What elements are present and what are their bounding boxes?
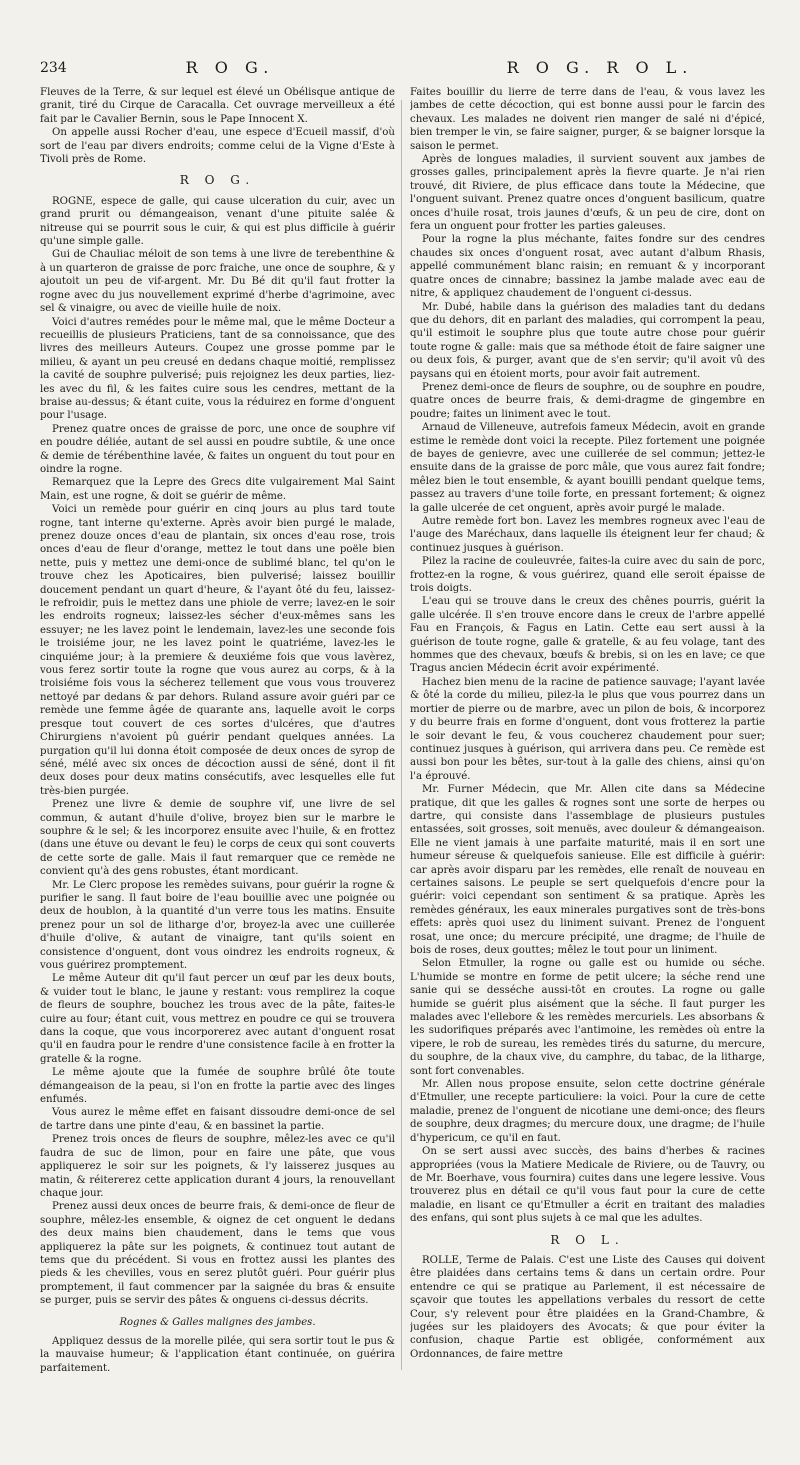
paragraph: Le même ajoute que la fumée de souphre brûlé ôte toute démangeaison de la peau, si l'on en frotte la partie avec des linges enfumés. <box>40 1067 395 1106</box>
paragraph: Autre remède fort bon. Lavez les membres rogneux avec l'eau de l'auge des Maréchaux, dans laquelle ils éteignent leur fer chaud; & continuez jusques à guérison. <box>410 516 765 554</box>
page-number: 234 <box>40 60 67 76</box>
paragraph: On se sert aussi avec succès, des bains d'herbes & racines appropriées (vous la Matiere Medicale de Riviere, ou de Tauvry, ou de Mr. Boerhave, vous fournira) cuites dans une legere lessive. Vous trouverez plus en détail ce qu'il vous faut pour la cure de cette maladie, en lisant ce qu'Etmuller a écrit en traitant des maladies des enfans, qui sont plus sujets à ce mal que les adultes. <box>410 1146 765 1225</box>
paragraph: Mr. Le Clerc propose les remèdes suivans, pour guérir la rogne & purifier le sang. Il faut boire de l'eau bouillie avec une poignée ou deux de houblon, à la quantité d'un verre tous les matins. Ensuite prenez pour un sol de litharge d'or, broyez-la avec une cuillerée d'huile d'olive, & autant de vinaigre, tant qu'ils soient en consistence d'onguent, dont vous oindrez les endroits rogneux, & vous guérirez promptement. <box>40 879 395 971</box>
right-column <box>410 86 765 1426</box>
paragraph: Selon Etmuller, la rogne ou galle est ou humide ou séche. L'humide se montre en forme de petit ulcere; la séche rend une sanie qui se desséche aussi-tôt en croutes. La rogne ou galle humide se guérit plus aisément que la séche. Il faut purger les malades avec l'ellebore & les remèdes mercuriels. Les absorbans & les sudorifiques préparés avec l'antimoine, les remèdes où entre la vipere, le rob de sureau, les remèdes tirés du saturne, du mercure, du souphre, de la chaux vive, du camphre, du tabac, de la litharge, sont fort convenables. <box>410 958 765 1077</box>
paragraph: Gui de Chauliac méloit de son tems à une livre de terebenthine & à un quarteron de graisse de porc fraiche, une once de souphre, & y ajoutoit un peu de vif-argent. Mr. Du Bé dit qu'il faut frotter la rogne avec du jus nouvellement exprimé d'herbe d'agrimoine, avec sel & vinaigre, ou avec de vieille huile de noix. <box>40 249 395 315</box>
paragraph: Pilez la racine de couleuvrée, faites-la cuire avec du sain de porc, frottez-en la rogne, & vous guérirez, quand elle seroit épaisse de trois doigts. <box>410 556 765 595</box>
paragraph: Prenez quatre onces de graisse de porc, une once de souphre vif en poudre déliée, autant de sel aussi en poudre subtile, & une once & demie de térébenthine lavée, & faites un onguent du tout pour en oindre la rogne. <box>40 423 395 475</box>
paragraph: Arnaud de Villeneuve, autrefois fameux Médecin, avoit en grande estime le remède dont voici la recepte. Pilez fortement une poignée de bayes de genievre, avec une cuillerée de sel commun; jettez-le ensuite dans de la graisse de porc mâle, que vous aurez fait fondre; mêlez bien le tout ensemble, & ayant bouilli pendant quelque tems, passez au travers d'une toile forte, en pressant fortement; & oignez la galle ulcerée de cet onguent, après avoir purgé le malade. <box>410 422 765 514</box>
section-heading-rol: R O L. <box>550 1232 625 1247</box>
paragraph: Pour la rogne la plus méchante, faites fondre sur des cendres chaudes six onces d'onguent rosat, avec autant d'album Rhasis, appellé communément blanc raisin; en remuant & y incorporant quatre onces de cinnabre; bassinez la jambe malade avec eau de nitre, & appliquez chaudement de l'onguent ci-dessus. <box>410 234 765 300</box>
section-heading-rog: R O G. <box>179 173 256 188</box>
subheading-rognes-galles: Rognes & Galles malignes des jambes. <box>119 1316 316 1328</box>
paragraph: Mr. Furner Médecin, que Mr. Allen cite dans sa Médecine pratique, dit que les galles & rognes sont une sorte de herpes ou dartre, qui consiste dans l'assemblage de plusieurs pustules entassées, soit grosses, soit menuës, avec douleur & démangeaison. Elle ne vient jamais à une parfaite maturité, mais il en sort une humeur séreuse & quelquefois sanieuse. Elle est difficile à guérir: car après avoir disparu par les remèdes, elle renaît de nouveau en certaines saisons. Le peuple se sert quelquefois d'encre pour la guérir: voici cependant son sentiment & sa pratique. Après les remèdes généraux, les eaux minerales purgatives sont de très-bons effets: après quoi usez du liniment suivant. Prenez de l'onguent rosat, une once; du mercure précipité, une dragme; de l'huile de bois de roses, deux gouttes; mêlez le tout pour un liniment. <box>410 784 765 956</box>
paragraph: Faites bouillir du lierre de terre dans de l'eau, & vous lavez les jambes de cette décoction, qui est bonne aussi pour le farcin des chevaux. Les malades ne doivent rien manger de salé ni d'épicé, bien tremper le vin, se faire saigner, purger, & se baigner lorsque la saison le permet. <box>410 87 765 152</box>
paragraph: L'eau qui se trouve dans le creux des chênes pourris, guérit la galle ulcérée. Il s'en trouve encore dans le creux de l'arbre appellé Fau en François, & Fagus en Latin. Cette eau sert aussi à la guérison de toute rogne, galle & gratelle, & au feu volage, tant des hommes que des chevaux, bœufs & brebis, si on les en lave; ce que Tragus ancien Médecin écrit avoir expérimenté. <box>410 596 765 675</box>
paragraph: Vous aurez le même effet en faisant dissoudre demi-once de sel de tartre dans une pinte d'eau, & en bassinet la partie. <box>40 1107 395 1132</box>
paragraph: Prenez trois onces de fleurs de souphre, mêlez-les avec ce qu'il faudra de suc de limon, pour en faire une pâte, que vous appliquerez le soir sur les poignets, & l'y laisserez jusques au matin, & réitererez cette application durant 4 jours, la renouvellant chaque jour. <box>40 1134 395 1199</box>
paragraph: Voici d'autres remédes pour le même mal, que le même Docteur a recueillis de plusieurs Praticiens, tant de sa connoissance, que des livres des meilleurs Auteurs. Coupez une grosse pomme par le milieu, & ayant un peu creusé en dedans chaque moitié, remplissez la cavité de souphre pulverisé; puis rejoignez les deux parties, liez-les avec du fil, & les faites cuire sous les cendres, mettant de la braise au-dessus; & étant cuite, vous la réduirez en forme d'onguent pour l'usage. <box>40 316 395 422</box>
running-title-left: R O G. <box>185 58 275 77</box>
paragraph: Le même Auteur dit qu'il faut percer un œuf par les deux bouts, & vuider tout le blanc, le jaune y restant: vous remplirez la coque de fleurs de souphre, bouchez les trous avec de la pâte, faites-le cuire au four; étant cuit, vous mettrez en poudre ce qui se trouvera dans la coque, que vous incorporerez avec autant d'onguent rosat qu'il en faudra pour le rendre d'une consistence facile à en frotter la gratelle & la rogne. <box>40 973 395 1065</box>
paragraph: Remarquez que la Lepre des Grecs dite vulgairement Mal Saint Main, est une rogne, & doit se guérir de même. <box>40 477 395 502</box>
paragraph: Après de longues maladies, il survient souvent aux jambes de grosses galles, principalement après la fievre quarte. Je n'ai rien trouvé, dit Riviere, de plus efficace dans toute la Médecine, que l'onguent suivant. Prenez quatre onces d'onguent basilicum, quatre onces d'huile rosat, trois jaunes d'œufs, & un peu de cire, dont on fera un onguent pour frotter les parties galeuses. <box>410 154 765 233</box>
running-title-right: R O G. R O L. <box>506 58 694 77</box>
paragraph: Prenez demi-once de fleurs de souphre, ou de souphre en poudre, quatre onces de beurre frais, & demi-dragme de gingembre en poudre; faites un liniment avec le tout. <box>410 381 765 420</box>
column-divider <box>401 100 402 1370</box>
entry-rogne: ROGNE, espece de galle, qui cause ulceration du cuir, avec un grand prurit ou démangeaison, venant d'une pituite salée & nitreuse qui se pourrit sous le cuir, & qui est plus difficile à guérir qu'une simple galle. <box>40 195 395 248</box>
paragraph: Mr. Allen nous propose ensuite, selon cette doctrine générale d'Etmuller, une recepte particuliere: la voici. Pour la cure de cette maladie, prenez de l'onguent de nicotiane une demi-once; des fleurs de souphre, deux dragmes; du mercure doux, une dragme; de l'huile d'hypericum, ce qu'il en faut. <box>410 1079 765 1144</box>
paragraph: Appliquez dessus de la morelle pilée, qui sera sortir tout le pus & la mauvaise humeur; & l'application étant continuée, on guérira parfaitement. <box>40 1335 395 1374</box>
paragraph: Hachez bien menu de la racine de patience sauvage; l'ayant lavée & ôté la corde du milieu, pilez-la le plus que vous pourrez dans un mortier de pierre ou de marbre, avec un pilon de bois, & incorporez y du beurre frais en forme d'onguent, dont vous frotterez la partie le soir devant le feu, & vous coucherez chaudement pour suer; continuez jusques à guérison, qui arrivera dans peu. Ce remède est aussi bon pour les bêtes, sur-tout à la galle des chiens, ainsi qu'on l'a éprouvé. <box>410 676 765 782</box>
running-header <box>0 58 800 82</box>
entry-rolle: ROLLE, Terme de Palais. C'est une Liste des Causes qui doivent être plaidées dans certains tems & dans un certain ordre. Pour entendre ce qui se pratique au Parlement, il est nécessaire de sçavoir que toutes les appellations verbales du ressort de cette Cour, s'y relevent pour être plaidées en la Grand-Chambre, & jugées sur les plaidoyers des Avocats; & que pour éviter la confusion, chaque Partie est obligée, conformément aux Ordonnances, de faire mettre <box>410 1254 765 1360</box>
paragraph: Voici un remède pour guérir en cinq jours au plus tard toute rogne, tant interne qu'externe. Après avoir bien purgé le malade, prenez douze onces d'eau de plantain, six onces d'eau rose, trois onces d'eau de fleur d'orange, mettez le tout dans une poële bien nette, puis y mettez une demi-once de sublimé blanc, tel qu'on le trouve chez les Apoticaires, bien pulverisé; laissez bouillir doucement pendant un quart d'heure, & l'ayant ôté du feu, laissez-le refroidir, puis le mettez dans une phiole de verre; lavez-en le soir les endroits rogneux; laissez-les sécher d'eux-mêmes sans les essuyer; ne les lavez point le lendemain, lavez-les une seconde fois le troisiéme jour, ne les lavez point le quatriéme, lavez-les le cinquiéme jour; à la premiere & deuxiéme fois que vous lavèrez, vous ferez sortir toute la rogne que vous aurez au corps, & à la troisiéme fois vous la sécherez tellement que vous vous trouverez nettoyé par dedans & par dehors. Ruland assure avoir guéri par ce remède une femme âgée de quarante ans, laquelle avoit le corps presque tout couvert de ces sortes d'ulcéres, que d'autres Chirurgiens n'avoient pû guérir pendant quelques années. La purgation qu'il lui donna étoit composée de deux onces de syrop de séné, mélé avec six onces de décoction aussi de séné, dont il fit deux doses pour deux matins consécutifs, avec lesquelles elle fut très-bien purgée. <box>40 504 395 797</box>
paragraph: Mr. Dubé, habile dans la guérison des maladies tant du dedans que du dehors, dit en parlant des maladies, qui corrompent la peau, qu'il estimoit le souphre plus que toute autre chose pour guérir toute rogne & galle: mais que sa méthode étoit de faire saigner une ou deux fois, & purger, avant que de s'en servir; qu'il avoit vû des paysans qui en étoient morts, pour avoir fait autrement. <box>410 301 765 380</box>
paragraph: Prenez une livre & demie de souphre vif, une livre de sel commun, & autant d'huile d'olive, broyez bien sur le marbre le souphre & le sel; & les incorporez ensuite avec l'huile, & en frottez (dans une étuve ou devant le feu) le corps de ceux qui sont couverts de cette sorte de galle. Mais il faut remarquer que ce remède ne convient qu'à des gens robustes, étant mordicant. <box>40 799 395 878</box>
left-column <box>40 86 395 1426</box>
paragraph: Fleuves de la Terre, & sur lequel est élevé un Obélisque antique de granit, tiré du Cirque de Caracalla. Cet ouvrage merveilleux a été fait par le Cavalier Bernin, sous le Pape Innocent X. <box>40 87 395 125</box>
paragraph: On appelle aussi Rocher d'eau, une espece d'Ecueil massif, d'où sort de l'eau par divers endroits; comme celui de la Vigne d'Este à Tivoli près de Rome. <box>40 127 395 166</box>
paragraph: Prenez aussi deux onces de beurre frais, & demi-once de fleur de souphre, mêlez-les ensemble, & oignez de cet onguent le dedans des deux mains bien chaudement, dans le tems que vous appliquerez la pâte sur les poignets, & continuez tout autant de tems que du précédent. Si vous en frottez aussi les plantes des pieds & les chevilles, vous en serez plutôt guéri. Pour guérir plus promptement, il faut commencer par la saignée du bras & ensuite se purger, puis se servir des pâtes & onguens ci-dessus décrits. <box>40 1201 395 1307</box>
